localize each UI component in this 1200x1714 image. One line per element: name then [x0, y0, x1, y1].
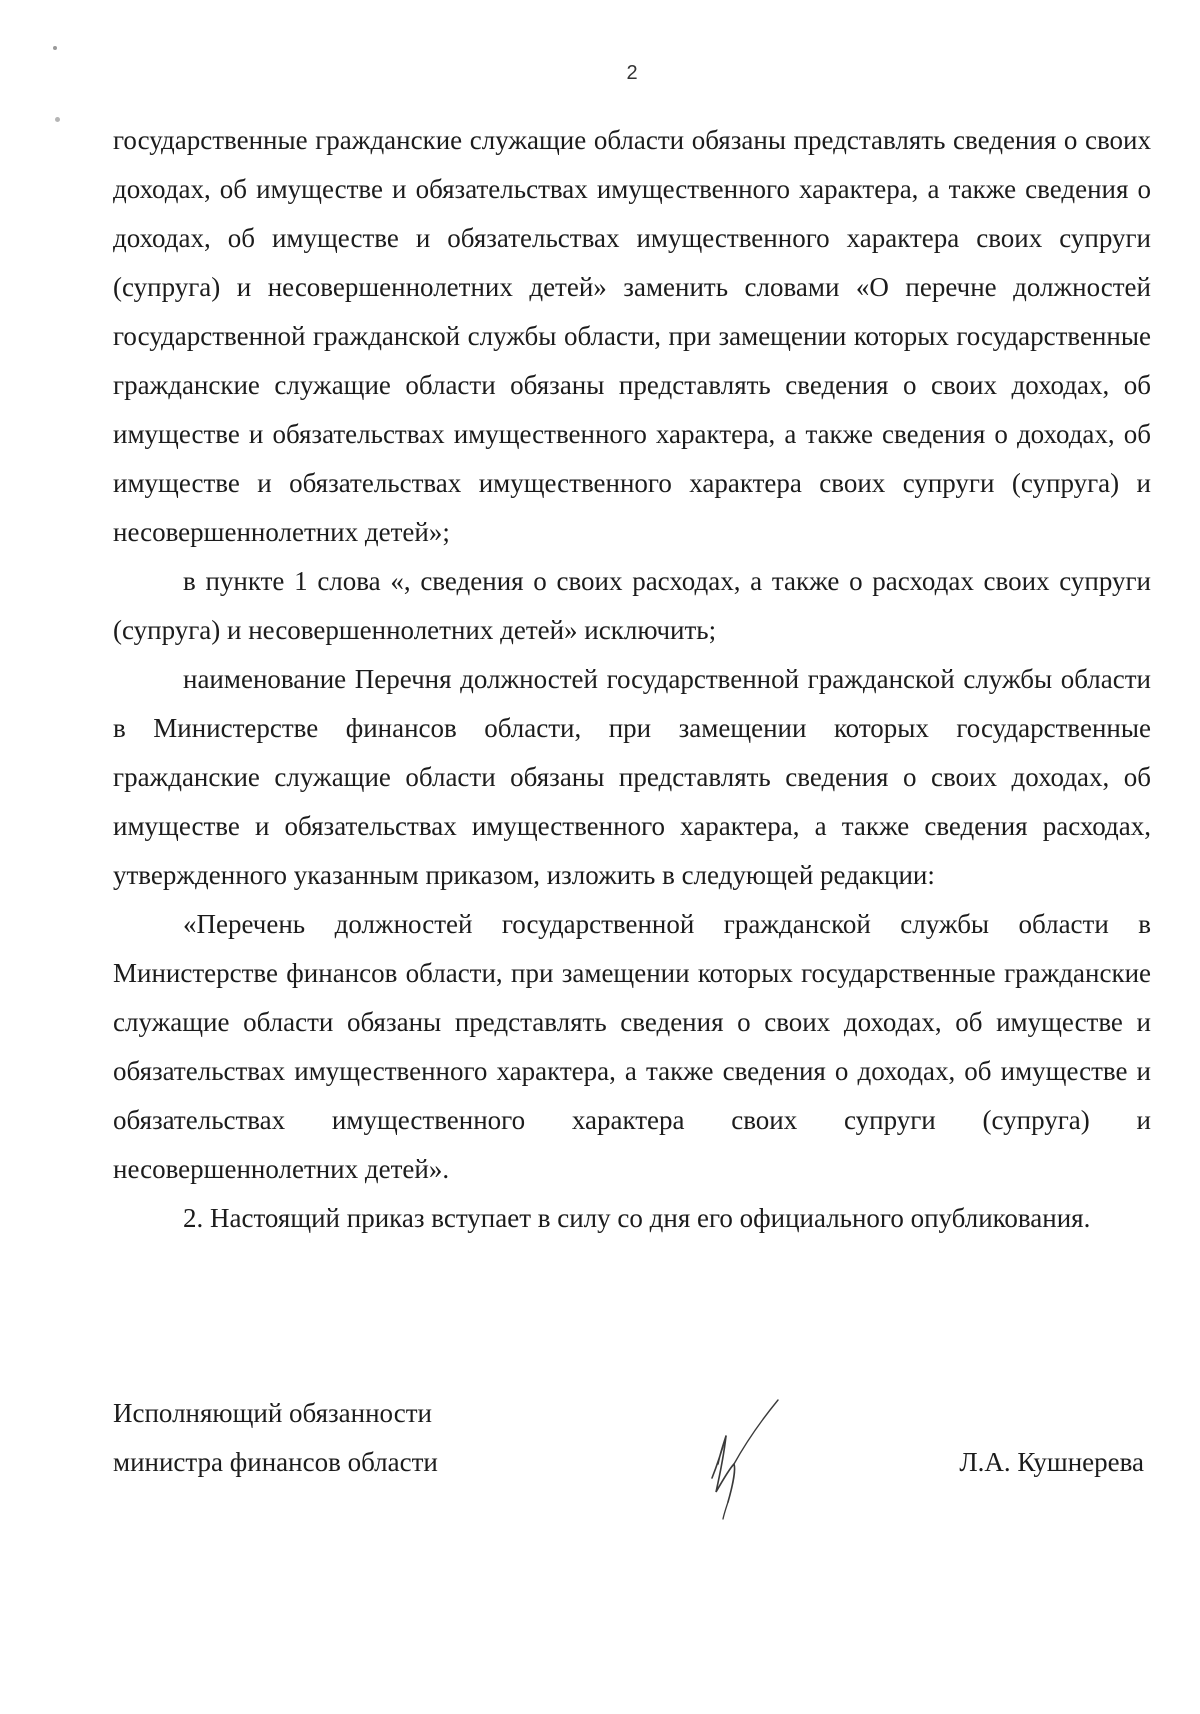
signatory-name: Л.А. Кушнерева: [959, 1447, 1144, 1477]
signatory-position-line-1: Исполняющий обязанности: [113, 1398, 432, 1428]
handwritten-signature-icon: [680, 1392, 790, 1522]
signatory-position-line-2: министра финансов области: [113, 1447, 438, 1477]
page-number: 2: [626, 62, 638, 84]
scan-artifact-dot: [53, 46, 57, 50]
paragraph-new-title: «Перечень должностей государственной гражданской службы области в Министерстве финансов области, при замещении которых государственные гражданские служащие области обязаны представлять сведения о своих доходах, об имуществе и обязательствах имущественного характера, а также сведения о доходах, об имуществе и обязательствах имущественного характера своих супруги (супруга) и несовершеннолетних детей».: [113, 909, 1151, 1184]
paragraph-list-title-amendment: наименование Перечня должностей государственной гражданской службы области в Министерстве финансов области, при замещении которых государственные гражданские служащие области обязаны представлять сведения о своих доходах, об имуществе и обязательствах имущественного характера, а также сведения расходах, утвержденного указанным приказом, изложить в следующей редакции:: [113, 664, 1151, 890]
signatory-position: [113, 1389, 438, 1487]
scan-artifact-dot: [55, 117, 60, 122]
paragraph-continuation: государственные гражданские служащие области обязаны представлять сведения о своих доходах, об имуществе и обязательствах имущественного характера, а также сведения о доходах, об имуществе и обязательствах имущественного характера своих супруги (супруга) и несовершеннолетних детей» заменить словами «О перечне должностей государственной гражданской службы области, при замещении которых государственные гражданские служащие области обязаны представлять сведения о своих доходах, об имуществе и обязательствах имущественного характера, а также сведения о доходах, об имуществе и обязательствах имущественного характера своих супруги (супруга) и несовершеннолетних детей»;: [113, 125, 1151, 547]
paragraph-item-1-amendment: в пункте 1 слова «, сведения о своих расходах, а также о расходах своих супруги (супруга) и несовершеннолетних детей» исключить;: [113, 566, 1151, 645]
paragraph-effective-date: 2. Настоящий приказ вступает в силу со дня его официального опубликования.: [183, 1203, 1091, 1233]
document-body: [113, 116, 1151, 1243]
